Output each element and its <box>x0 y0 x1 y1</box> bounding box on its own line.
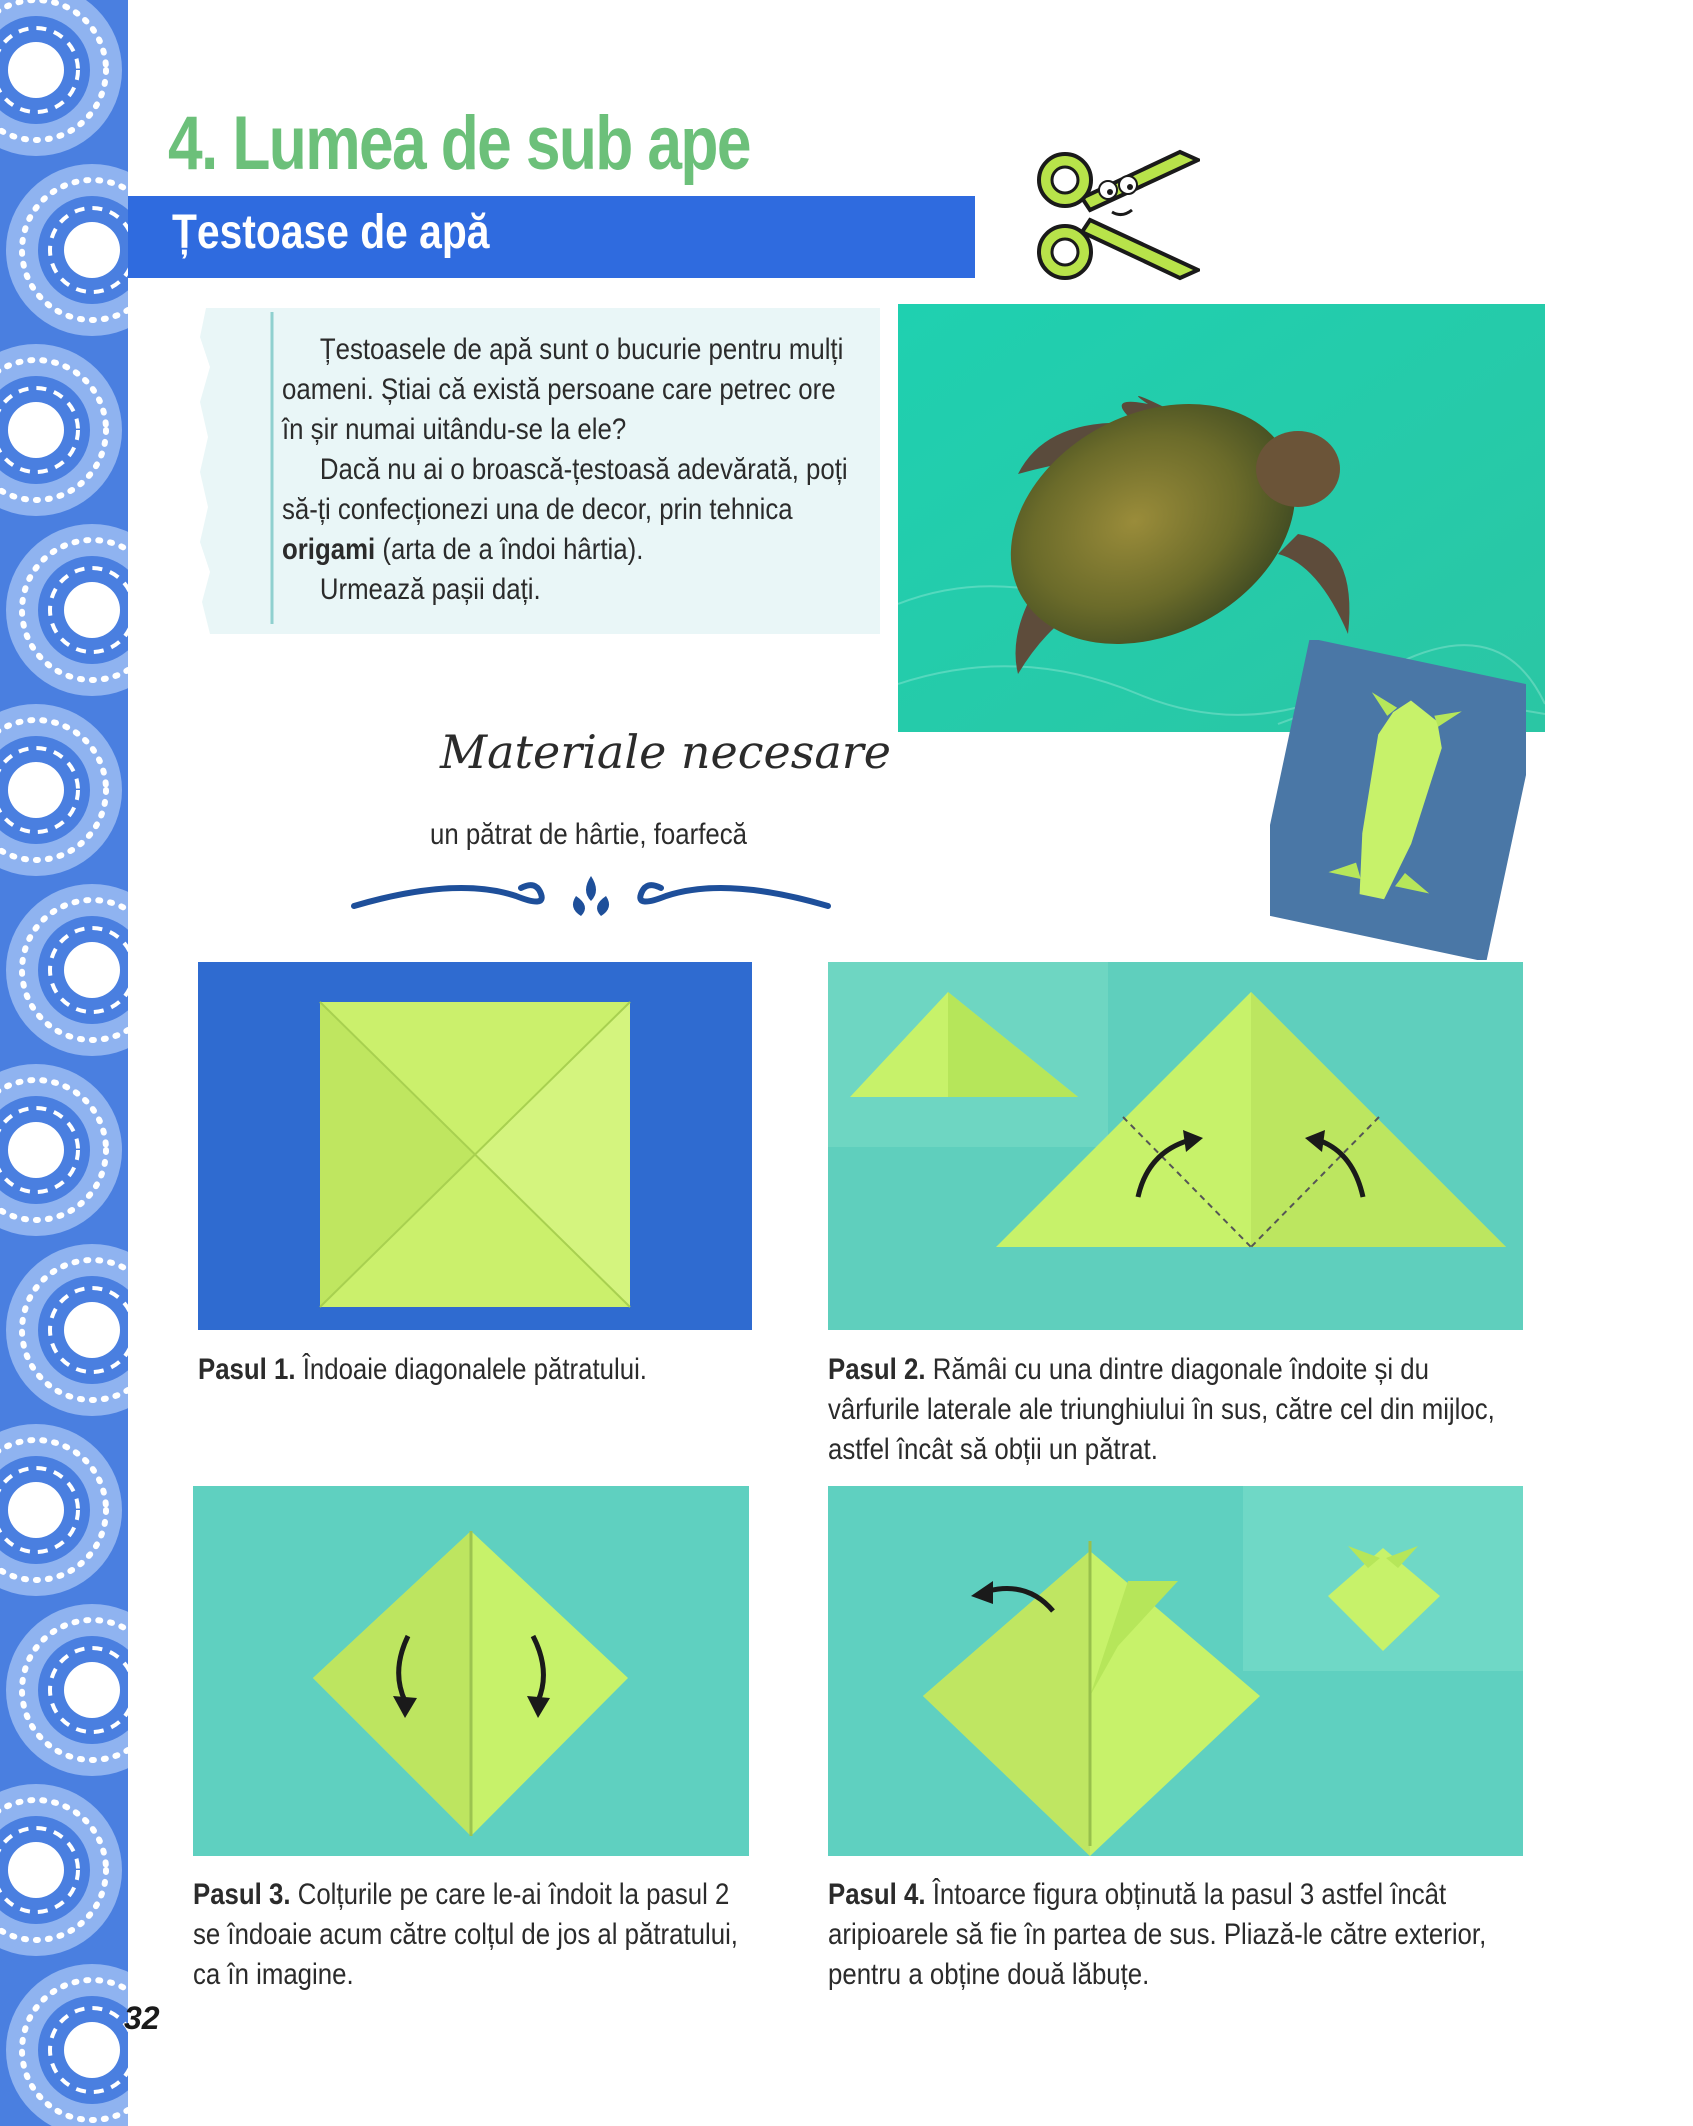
page-number: 32 <box>124 2000 160 2036</box>
step-1-text: Îndoaie diagonalele pătratului. <box>302 1353 647 1386</box>
step-2-text-1: Rămâi cu una dintre diagonale îndoite și du <box>932 1353 1429 1386</box>
step-3-caption <box>193 1875 827 1995</box>
step-3-label: Pasul 3. <box>193 1878 291 1911</box>
ornament-divider <box>346 866 836 926</box>
step-1-label: Pasul 1. <box>198 1353 296 1386</box>
step-4-text-3: pentru a obține două lăbuțe. <box>828 1958 1150 1991</box>
step-1-photo <box>198 962 752 1330</box>
step-2-label: Pasul 2. <box>828 1353 926 1386</box>
step-3-text-3: ca în imagine. <box>193 1958 354 1991</box>
step-4-photo <box>828 1486 1523 1856</box>
origami-definition: (arta de a îndoi hârtia). <box>375 533 644 566</box>
step-2-photo <box>828 962 1523 1330</box>
lesson-title: Țestoase de apă <box>172 206 490 259</box>
intro-line-4: Dacă nu ai o broască-țestoasă adevărată, poți <box>319 453 848 486</box>
decorative-side-strip <box>0 0 128 2126</box>
step-3-text-2: se îndoaie acum către colțul de jos al pătratului, <box>193 1918 738 1951</box>
step-2-text-3: astfel încât să obții un pătrat. <box>828 1433 1158 1466</box>
intro-line-1: Țestoasele de apă sunt o bucurie pentru mulți <box>319 333 844 366</box>
origami-term: origami <box>282 533 376 566</box>
step-4-caption <box>828 1875 1593 1995</box>
step-4-text-2: aripioarele să fie în partea de sus. Pliază-le către exterior, <box>828 1918 1487 1951</box>
step-3-photo <box>193 1486 749 1856</box>
intro-line-6 <box>282 530 798 570</box>
intro-line-7: Urmează pașii dați. <box>319 573 541 606</box>
step-2-caption <box>828 1350 1603 1470</box>
chapter-title: 4. Lumea de sub ape <box>168 101 750 186</box>
finished-turtle-photo <box>1270 640 1526 960</box>
step-2-text-2: vârfurile laterale ale triunghiului în sus, către cel din mijloc, <box>828 1393 1495 1426</box>
circle-pattern <box>0 0 128 2126</box>
step-3-text-1: Colțurile pe care le-ai îndoit la pasul 2 <box>297 1878 730 1911</box>
materials-list: un pătrat de hârtie, foarfecă <box>430 818 747 851</box>
materials-title: Materiale necesare <box>440 725 891 779</box>
intro-line-5: să-ți confecționezi una de decor, prin tehnica <box>282 493 793 526</box>
intro-line-3: în șir numai uitându-se la ele? <box>282 413 627 446</box>
step-1-caption <box>198 1350 720 1390</box>
intro-text <box>282 330 882 610</box>
intro-line-2: oameni. Știai că există persoane care petrec ore <box>282 373 836 406</box>
step-4-text-1: Întoarce figura obținută la pasul 3 astfel încât <box>932 1878 1447 1911</box>
step-4-label: Pasul 4. <box>828 1878 926 1911</box>
scissors-icon <box>1030 140 1200 290</box>
